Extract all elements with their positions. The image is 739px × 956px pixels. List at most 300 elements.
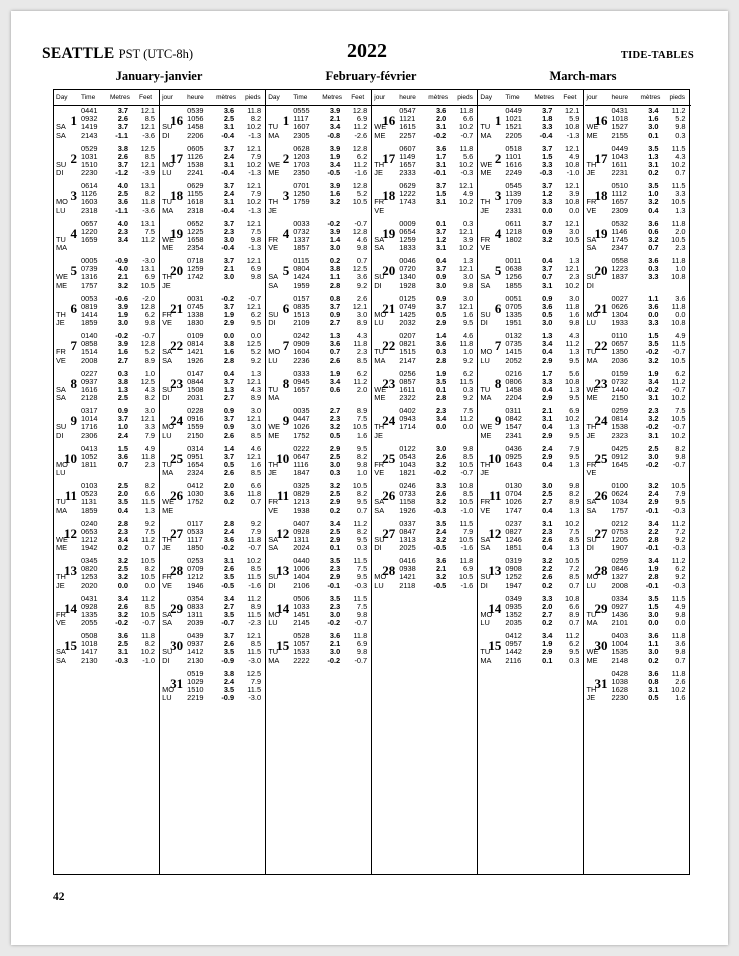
tide-height-metres: 2.4	[436, 526, 447, 536]
tide-time: 0701	[293, 181, 310, 190]
weekday-en: TU	[56, 497, 66, 507]
tide-time: 0626	[611, 301, 628, 311]
tide-day-entry	[585, 557, 691, 591]
tide-height-metres: 0.2	[648, 168, 659, 178]
weekday-en: FR	[480, 234, 491, 244]
tide-row	[160, 394, 266, 402]
tide-height-metres: 3.6	[117, 197, 128, 207]
tide-time: 2147	[399, 355, 416, 365]
tide-height-metres: 3.7	[223, 451, 235, 461]
tide-height-feet: 12.1	[565, 218, 580, 228]
tide-time: 1521	[505, 122, 522, 132]
tide-day-entry	[372, 520, 478, 554]
tide-row	[54, 619, 160, 627]
tide-time: 1714	[399, 422, 416, 432]
tide-height-feet: 3.6	[356, 272, 368, 282]
tide-height-feet: 4.9	[675, 601, 686, 611]
weekday-fr: ME	[162, 243, 174, 253]
tide-time: 0753	[611, 526, 628, 536]
tide-height-feet: 11.2	[353, 159, 368, 169]
tide-day-entry	[266, 632, 372, 666]
tide-height-feet: 8.2	[144, 189, 155, 199]
tide-height-metres: 3.3	[542, 593, 553, 603]
tide-height-metres: 0.9	[436, 272, 447, 282]
tide-time: 2039	[187, 618, 204, 628]
weekday-fr: LU	[374, 580, 384, 590]
tide-time: 1225	[187, 226, 204, 236]
tide-time: 1657	[293, 384, 310, 394]
day-number: 25	[594, 450, 608, 466]
tide-height-feet: 1.6	[356, 430, 368, 440]
tide-height-metres: 3.2	[436, 459, 447, 469]
weekday-fr: ME	[480, 430, 492, 440]
weekday-fr: JE	[374, 168, 383, 178]
tide-time: 1052	[81, 451, 98, 461]
day-number: 4	[282, 225, 290, 241]
weekday-en: TH	[480, 459, 491, 469]
tide-day-entry	[160, 107, 266, 141]
tide-time: 2055	[81, 618, 98, 628]
tide-time: 0407	[293, 518, 310, 528]
weekday-en: SA	[162, 609, 172, 619]
tide-height-feet: 3.6	[675, 639, 686, 649]
tide-height-metres: 3.5	[329, 593, 341, 603]
tide-time: 2052	[505, 355, 522, 365]
tide-height-metres: 3.2	[117, 556, 128, 565]
tide-height-metres: 1.9	[542, 639, 553, 649]
tide-height-metres: 3.6	[436, 143, 447, 153]
tide-height-feet: 12.1	[246, 451, 262, 461]
tide-height-feet: 12.8	[352, 143, 368, 153]
column-header-time: Time	[505, 94, 520, 101]
day-number: 3	[282, 188, 290, 203]
tide-time: 1335	[505, 309, 522, 319]
tide-height-metres: 1.0	[117, 422, 128, 432]
tide-height-feet: -0.7	[142, 618, 155, 628]
tide-row	[585, 319, 691, 327]
month-2-column-2	[372, 90, 478, 874]
tide-day-entry	[54, 632, 160, 666]
tide-height-metres: 3.1	[436, 243, 447, 253]
tide-day-entry	[585, 295, 691, 329]
tide-height-feet: -3.0	[248, 655, 262, 665]
tide-time: 0858	[81, 339, 98, 349]
tide-height-metres: 3.5	[648, 181, 659, 190]
tide-height-metres: 0.5	[329, 430, 341, 440]
tide-time: 2008	[81, 355, 98, 365]
tide-height-metres: 3.0	[329, 459, 341, 469]
weekday-en: TH	[162, 534, 172, 544]
tide-time: 1451	[293, 609, 310, 619]
weekday-en: MO	[586, 309, 599, 319]
weekday-en: FR	[586, 459, 597, 469]
tide-height-metres: 1.6	[329, 189, 341, 199]
tide-height-feet: 4.6	[250, 443, 262, 453]
tide-height-metres: -0.1	[327, 580, 341, 590]
tide-height-metres: 3.6	[223, 106, 235, 115]
tide-height-feet: 7.9	[250, 676, 262, 686]
column-header-feet: pieds	[245, 94, 261, 101]
day-number: 8	[70, 375, 77, 391]
tide-time: 0718	[187, 256, 204, 265]
tide-height-metres: 1.0	[648, 189, 659, 199]
tide-time: 1223	[611, 264, 628, 274]
tide-height-feet: 11.2	[353, 122, 368, 132]
tide-height-feet: 11.2	[565, 339, 580, 349]
tide-height-metres: 3.4	[117, 234, 128, 244]
tide-time: 0046	[399, 256, 416, 265]
tide-day-entry	[585, 370, 691, 404]
day-number: 12	[488, 525, 502, 541]
tide-time: 2150	[611, 393, 628, 403]
tide-row	[585, 394, 691, 402]
tide-day-entry	[585, 407, 691, 441]
tide-height-metres: 0.8	[648, 676, 659, 686]
tide-height-feet: 12.1	[246, 143, 262, 153]
tide-row	[585, 432, 691, 440]
tide-height-metres: 3.4	[542, 631, 553, 640]
tide-time: 0928	[81, 601, 98, 611]
tide-height-feet: 6.9	[463, 564, 474, 574]
tide-day-entry	[478, 295, 584, 329]
weekday-en: SA	[480, 272, 491, 282]
tide-day-entry	[160, 332, 266, 366]
day-number: 15	[276, 638, 290, 653]
tide-height-feet: 1.0	[463, 347, 474, 357]
tide-height-metres: 2.5	[542, 489, 553, 499]
tide-height-metres: 3.7	[117, 414, 128, 424]
tide-time: 1742	[187, 272, 204, 282]
tide-time: 1811	[81, 459, 97, 469]
tide-time: 2116	[505, 655, 522, 665]
tide-time: 0412	[505, 631, 522, 640]
tide-time: 1056	[187, 114, 204, 124]
tide-day-entry	[266, 220, 372, 254]
tide-time: 0654	[399, 226, 416, 236]
day-number: 20	[170, 263, 184, 278]
tide-time: 1304	[611, 309, 628, 319]
tide-time: 1907	[611, 543, 628, 553]
tide-height-feet: 7.9	[250, 526, 262, 536]
weekday-en: TH	[56, 309, 66, 319]
tide-table	[53, 89, 690, 875]
tide-height-feet: 10.5	[140, 572, 155, 582]
tide-day-entry	[160, 145, 266, 179]
weekday-fr: ME	[586, 393, 598, 403]
column-header-time: Time	[293, 94, 308, 101]
tide-height-feet: 0.0	[675, 309, 686, 319]
tide-height-feet: 9.2	[675, 534, 686, 544]
tide-time: 2150	[187, 430, 204, 440]
tide-height-metres: 2.1	[329, 114, 341, 124]
weekday-fr: LU	[268, 618, 278, 628]
tide-time: 1101	[505, 151, 522, 161]
tide-time: 1121	[399, 114, 416, 124]
tide-time: 1421	[399, 572, 416, 582]
tide-height-metres: 0.2	[542, 580, 553, 590]
tide-height-metres: 3.4	[223, 593, 235, 603]
tide-height-feet: 10.5	[671, 481, 686, 490]
tide-height-metres: 1.6	[117, 347, 128, 357]
tide-time: 0820	[81, 564, 98, 574]
tide-height-metres: 3.5	[648, 143, 659, 153]
tide-height-feet: -1.6	[248, 580, 262, 590]
tide-height-feet: 12.1	[140, 414, 155, 424]
tide-height-feet: -0.3	[672, 580, 686, 590]
tide-time: 1859	[81, 318, 98, 328]
tide-height-metres: 3.1	[542, 414, 553, 424]
day-number: 24	[170, 413, 184, 428]
tide-height-feet: 3.0	[356, 309, 368, 319]
tide-height-metres: 3.4	[329, 122, 341, 132]
tide-height-metres: 1.5	[648, 331, 659, 340]
day-number: 2	[494, 150, 502, 166]
tide-height-feet: 6.2	[144, 309, 155, 319]
tide-day-entry	[54, 482, 160, 516]
weekday-en: FR	[586, 197, 597, 207]
tide-height-feet: 11.5	[353, 593, 368, 603]
tide-height-metres: 3.2	[648, 355, 659, 365]
day-number: 22	[170, 338, 184, 353]
tide-time: 2322	[399, 393, 416, 403]
tide-height-feet: 7.5	[356, 564, 368, 574]
tide-row	[478, 132, 584, 140]
tide-row	[266, 169, 372, 177]
tide-height-metres: 2.4	[223, 189, 235, 199]
tide-height-feet: 10.5	[458, 497, 474, 507]
tide-time: 0653	[81, 526, 98, 536]
tide-time: 2333	[399, 168, 416, 178]
tide-height-feet: 10.8	[458, 481, 474, 490]
tide-height-feet: -0.3	[354, 580, 368, 590]
tide-time: 0103	[81, 481, 98, 490]
tide-height-feet: 4.3	[144, 384, 155, 394]
tide-height-feet: 0.0	[675, 618, 686, 628]
tide-height-feet: -0.3	[672, 505, 686, 515]
weekday-fr: JE	[586, 430, 596, 440]
tide-time: 2205	[505, 130, 522, 140]
tide-height-feet: 11.5	[247, 684, 262, 694]
tide-height-metres: -0.6	[115, 293, 128, 303]
tide-time: 1458	[505, 384, 522, 394]
weekday-en: TU	[480, 384, 491, 394]
page-number: 42	[53, 891, 65, 903]
weekday-en: TU	[586, 347, 597, 357]
tide-height-metres: -0.4	[221, 130, 235, 140]
tide-time: 0545	[505, 181, 522, 190]
tide-height-metres: -0.8	[327, 130, 341, 140]
tide-height-feet: 11.8	[247, 106, 262, 115]
tide-height-metres: 3.5	[329, 556, 341, 565]
tide-height-metres: -0.1	[433, 168, 447, 178]
day-number: 14	[64, 600, 77, 616]
tide-row	[160, 357, 266, 365]
tide-height-metres: 3.4	[648, 106, 659, 115]
tide-time: 1222	[399, 189, 416, 199]
tide-time: 0122	[399, 443, 416, 453]
weekday-fr: MA	[268, 393, 280, 403]
tide-time: 1425	[399, 309, 416, 319]
tide-height-feet: 0.7	[356, 256, 368, 265]
tide-height-feet: 9.5	[569, 451, 580, 461]
tide-height-feet: 9.8	[675, 451, 686, 461]
weekday-en: FR	[162, 309, 172, 319]
tide-height-metres: 2.4	[223, 526, 235, 536]
day-number: 20	[382, 263, 396, 278]
weekday-en: FR	[480, 497, 491, 507]
tide-height-feet: 8.9	[250, 601, 262, 611]
tide-time: 0508	[81, 631, 98, 640]
tide-height-feet: 12.1	[458, 301, 474, 311]
tide-height-feet: 11.8	[247, 489, 262, 499]
tide-time: 0140	[81, 331, 98, 340]
tide-height-feet: 8.2	[144, 393, 155, 403]
tide-time: 1547	[505, 422, 522, 432]
weekday-en: FR	[374, 197, 385, 207]
tide-height-feet: 11.5	[671, 339, 686, 349]
tide-height-feet: 11.2	[141, 234, 155, 244]
tide-height-metres: 3.5	[117, 497, 128, 507]
tide-time: 2031	[187, 393, 204, 403]
tide-height-metres: -0.2	[327, 218, 341, 228]
tide-height-feet: 5.9	[569, 114, 580, 124]
tide-height-metres: 1.4	[436, 331, 447, 340]
tide-height-metres: 2.6	[436, 451, 447, 461]
day-number: 28	[382, 563, 396, 578]
weekday-fr: VE	[56, 355, 66, 365]
weekday-fr: DI	[586, 543, 594, 553]
weekday-en: SU	[374, 534, 385, 544]
tide-time: 1527	[611, 122, 628, 132]
tide-row	[372, 198, 478, 206]
weekday-fr: VE	[56, 618, 66, 628]
tide-time: 0624	[611, 489, 628, 499]
tide-row	[478, 394, 584, 402]
tide-height-feet: 10.8	[565, 159, 580, 169]
tide-time: 1146	[611, 226, 628, 236]
tide-height-feet: 2.0	[675, 226, 686, 236]
tide-height-metres: 3.0	[329, 243, 341, 253]
tide-height-feet: 9.8	[569, 318, 580, 328]
tide-row	[478, 507, 584, 515]
tide-time: 1117	[187, 534, 203, 544]
tide-time: 0345	[81, 556, 98, 565]
document-title: TIDE-TABLES	[620, 50, 694, 61]
weekday-en: SA	[268, 534, 279, 544]
tide-row	[54, 169, 160, 177]
tide-row	[160, 544, 266, 552]
day-number: 13	[276, 563, 290, 578]
tide-time: 1212	[187, 572, 204, 582]
tide-height-metres: 3.7	[329, 301, 341, 311]
tide-time: 0216	[505, 368, 522, 378]
tide-day-entry	[266, 370, 372, 404]
tide-time: 1259	[187, 264, 204, 274]
tide-height-feet: 11.8	[565, 301, 580, 311]
tide-height-feet: -0.3	[460, 168, 474, 178]
tide-time: 0720	[399, 264, 416, 274]
tide-height-feet: 7.9	[144, 430, 155, 440]
weekday-en: SA	[56, 384, 66, 394]
tide-height-feet: -0.7	[248, 293, 262, 303]
tide-height-metres: -0.9	[221, 693, 235, 703]
column-header-time: heure	[187, 94, 204, 101]
day-number: 13	[488, 563, 502, 578]
tide-height-metres: 0.9	[542, 226, 553, 236]
tide-height-metres: 2.8	[223, 518, 235, 528]
tide-time: 0253	[187, 556, 204, 565]
tide-height-feet: 13.1	[140, 181, 155, 190]
weekday-fr: JE	[586, 693, 596, 703]
tide-height-feet: 12.1	[246, 376, 262, 386]
tide-height-metres: -0.4	[539, 130, 553, 140]
weekday-fr: MA	[268, 130, 280, 140]
tide-height-feet: 11.2	[671, 376, 686, 386]
tide-height-metres: -0.1	[645, 505, 659, 515]
weekday-fr: VE	[268, 505, 279, 515]
tide-time: 0709	[187, 564, 204, 574]
tide-time: 0735	[505, 339, 522, 349]
weekday-en: WE	[374, 122, 387, 132]
tide-time: 2025	[399, 543, 416, 553]
tide-height-metres: 0.0	[648, 618, 659, 628]
tide-height-metres: 0.4	[542, 543, 553, 553]
tide-height-metres: -0.5	[433, 543, 447, 553]
tide-height-metres: -0.9	[221, 655, 235, 665]
day-number: 20	[594, 263, 608, 278]
tide-height-feet: 9.5	[675, 497, 686, 507]
weekday-fr: LU	[162, 693, 172, 703]
tide-height-feet: 8.5	[250, 639, 262, 649]
weekday-en: TU	[268, 647, 279, 657]
tide-day-entry	[54, 182, 160, 216]
tide-time: 0240	[81, 518, 98, 528]
tide-height-metres: 0.6	[329, 384, 341, 394]
tide-time: 1928	[399, 280, 416, 290]
tide-height-feet: 3.0	[144, 406, 155, 415]
tide-time: 1018	[611, 114, 628, 124]
weekday-en: SU	[480, 309, 491, 319]
tide-height-feet: 0.7	[250, 497, 262, 507]
weekday-en: SU	[268, 572, 279, 582]
tide-day-entry	[160, 407, 266, 441]
tide-height-metres: 1.9	[648, 368, 659, 378]
column-header-metres: mètres	[428, 94, 449, 101]
tide-row	[585, 461, 691, 469]
weekday-en: SU	[162, 647, 173, 657]
tide-row	[266, 507, 372, 515]
tide-height-feet: 4.6	[356, 234, 368, 244]
tide-height-metres: 3.7	[436, 226, 447, 236]
tide-height-metres: 3.6	[223, 534, 235, 544]
tide-time: 2350	[293, 168, 310, 178]
day-number: 1	[494, 113, 502, 128]
tide-time: 1218	[505, 226, 522, 236]
tide-time: 1513	[293, 309, 310, 319]
column-header-feet: Feet	[563, 94, 577, 101]
tide-day-entry	[372, 257, 478, 291]
tide-height-feet: 5.2	[675, 114, 686, 124]
tide-row	[372, 544, 478, 552]
tide-height-feet: 11.5	[353, 556, 368, 565]
tide-height-feet: 1.0	[356, 468, 368, 478]
weekday-en: TU	[268, 384, 279, 394]
tide-height-metres: 3.5	[223, 684, 235, 694]
page-header	[42, 34, 692, 64]
tide-day-entry	[266, 407, 372, 441]
tide-time: 1057	[293, 639, 310, 649]
weekday-en: SA	[56, 647, 66, 657]
